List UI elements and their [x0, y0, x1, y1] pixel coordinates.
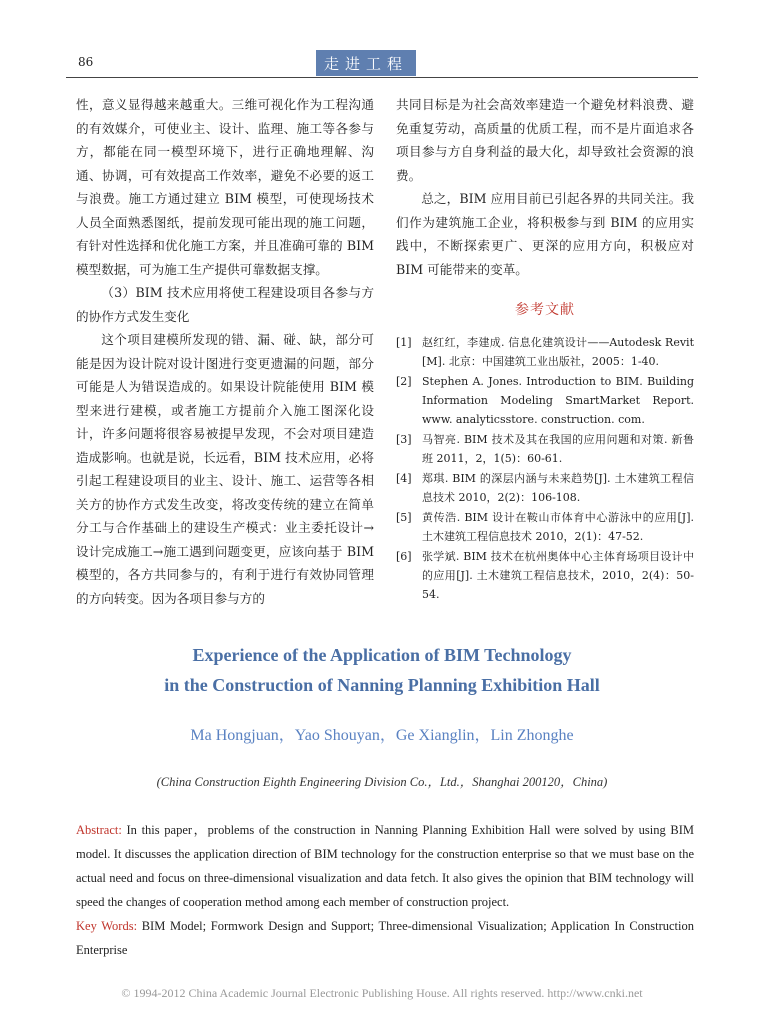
english-title-line-1: Experience of the Application of BIM Technology [192, 645, 572, 665]
right-column [396, 93, 694, 605]
reference-item [396, 333, 694, 371]
reference-text: 张学斌. BIM 技术在杭州奥体中心主体育场项目设计中的应用[J]. 土木建筑工程信息技术，2010，2(4)：50-54. [422, 549, 694, 601]
references-title: 参考文献 [515, 302, 575, 318]
keywords-text: BIM Model; Formwork Design and Support; Three-dimensional Visualization; Application In Construction Enterprise [76, 919, 694, 957]
left-paragraph-1: 性，意义显得越来越重大。三维可视化作为工程沟通的有效媒介，可使业主、设计、监理、施工等各参与方，都能在同一模型环境下，进行正确地理解、沟通、协调，可有效提高工作效率，避免不必要的返工与浪费。施工方通过建立 BIM 模型，可使现场技术人员全面熟悉图纸，提前发现可能出现的施工问题，有针对性选择和优化施工方案，并且准确可靠的 BIM 模型数据，可为施工生产提供可靠数据支撑。 [76, 97, 374, 277]
reference-tag: [3] [396, 432, 412, 446]
abstract-text: In this paper，problems of the construction in Nanning Planning Exhibition Hall were solved by using BIM model. It discusses the application direction of BIM technology for the construction enterprise so that we must base on the actual need and focus on three-dimensional visualization and data fetch. It also gives the opinion that BIM technology will speed the changes of cooperation method among each member of construction project. [76, 823, 694, 909]
reference-tag: [6] [396, 549, 412, 563]
keywords-label: Key Words: [76, 919, 138, 933]
reference-tag: [2] [396, 374, 412, 388]
reference-text: 赵红红，李建成. 信息化建筑设计——Autodesk Revit [M]. 北京：中国建筑工业出版社，2005：1-40. [422, 335, 694, 368]
reference-item [396, 469, 694, 507]
right-paragraph-2: 总之，BIM 应用目前已引起各界的共同关注。我们作为建筑施工企业，将积极参与到 BIM 的应用实践中，不断探索更广、更深的应用方向，积极应对 BIM 可能带来的变革。 [396, 191, 694, 277]
reference-item [396, 508, 694, 546]
english-authors: Ma Hongjuan，Yao Shouyan，Ge Xianglin，Lin Zhonghe [190, 727, 574, 744]
english-affiliation: (China Construction Eighth Engineering Division Co.，Ltd.，Shanghai 200120，China) [156, 775, 608, 789]
reference-text: 黄传浩. BIM 设计在鞍山市体育中心游泳中的应用[J]. 土木建筑工程信息技术 2010，2(1)：47-52. [422, 510, 694, 543]
left-subheading: （3）BIM 技术应用将使工程建设项目各参与方的协作方式发生变化 [76, 285, 374, 324]
reference-item [396, 547, 694, 604]
reference-tag: [1] [396, 335, 412, 349]
journal-header: 走进工程 [316, 50, 416, 76]
keywords-paragraph [76, 914, 694, 962]
left-paragraph-2: 这个项目建模所发现的错、漏、碰、缺，部分可能是因为设计院对设计图进行变更遗漏的问题，部分可能是人为错误造成的。如果设计院能使用 BIM 模型来进行建模，或者施工方提前介入施工图深化设计，许多问题将很容易被提早发现，不会对项目建造造成影响。也就是说，长远看，BIM 技术应用，必将引起工程建设项目的业主、设计、施工、运营等各相关方的协作方式发生改变，将改变传统的建立在简单分工与合作基础上的建设生产模式：业主委托设计→设计完成施工→施工遇到问题变更，应该向基于 BIM 模型的，各方共同参与的，有利于进行有效协同管理的方向转变。因为各项目参与方的 [76, 332, 374, 606]
reference-text: 郑琪. BIM 的深层内涵与未来趋势[J]. 土木建筑工程信息技术 2010，2(2)：106-108. [422, 471, 694, 504]
header-rule [66, 77, 698, 78]
english-abstract [76, 818, 694, 962]
left-column [76, 93, 374, 610]
reference-text: Stephen A. Jones. Introduction to BIM. Building Information Modeling SmartMarket Report. www. analyticsstore. construction. com. [422, 374, 694, 426]
abstract-label: Abstract: [76, 823, 122, 837]
reference-item [396, 372, 694, 429]
english-title [66, 640, 698, 700]
right-paragraph-1: 共同目标是为社会高效率建造一个避免材料浪费、避免重复劳动，高质量的优质工程，而不是片面追求各项目参与方自身利益的最大化，却导致社会资源的浪费。 [396, 97, 694, 183]
reference-item [396, 430, 694, 468]
english-title-line-2: in the Construction of Nanning Planning Exhibition Hall [164, 675, 600, 695]
copyright-footer: © 1994-2012 China Academic Journal Electronic Publishing House. All rights reserved. http://www.cnki.net [121, 986, 643, 1000]
reference-text: 马智亮. BIM 技术及其在我国的应用问题和对策. 新鲁班 2011，2，1(5)：60-61. [422, 432, 694, 465]
page-number: 86 [78, 55, 94, 69]
reference-tag: [5] [396, 510, 412, 524]
references-list [396, 333, 694, 604]
reference-tag: [4] [396, 471, 412, 485]
abstract-paragraph [76, 818, 694, 914]
